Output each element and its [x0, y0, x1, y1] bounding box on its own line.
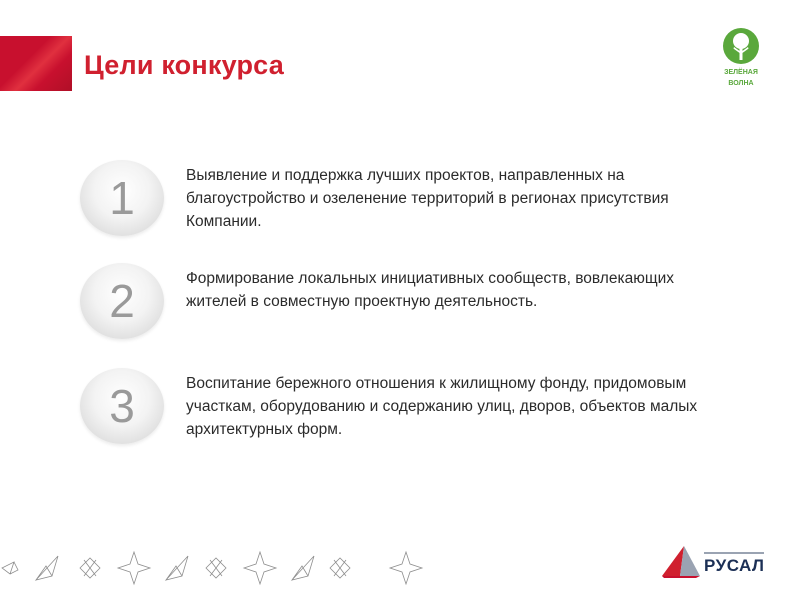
tree-icon: [721, 26, 761, 66]
goal-number-badge: [80, 263, 164, 339]
rusal-logo: [660, 540, 770, 580]
goal-number: 1: [109, 172, 135, 224]
logo-text-line2: ВОЛНА: [728, 80, 754, 87]
brand-rule: [704, 552, 764, 554]
goal-text: Воспитание бережного отношения к жилищному фонду, придомовым участкам, оборудованию и содержанию улиц, дворов, объектов малых архитектурных форм.: [186, 375, 698, 438]
goal-number-badge: [80, 368, 164, 444]
brand-wordmark: РУСАЛ: [704, 556, 765, 575]
title-accent-bar: [0, 36, 72, 91]
page-title: Цели конкурса: [84, 50, 284, 80]
goal-number: 3: [109, 380, 135, 432]
goal-number: 2: [109, 275, 135, 327]
logo-text-line1: ЗЕЛЁНАЯ: [724, 69, 758, 76]
rusal-sail-icon: [660, 540, 702, 580]
green-wave-logo: [718, 26, 764, 92]
goal-text: Выявление и поддержка лучших проектов, направленных на благоустройство и озеленение территорий в регионах присутствия Компании.: [186, 167, 669, 230]
goal-number-badge: [80, 160, 164, 236]
decorative-ornament-strip: [0, 546, 440, 590]
goal-text: Формирование локальных инициативных сообществ, вовлекающих жителей в совместную проектную деятельность.: [186, 270, 674, 310]
